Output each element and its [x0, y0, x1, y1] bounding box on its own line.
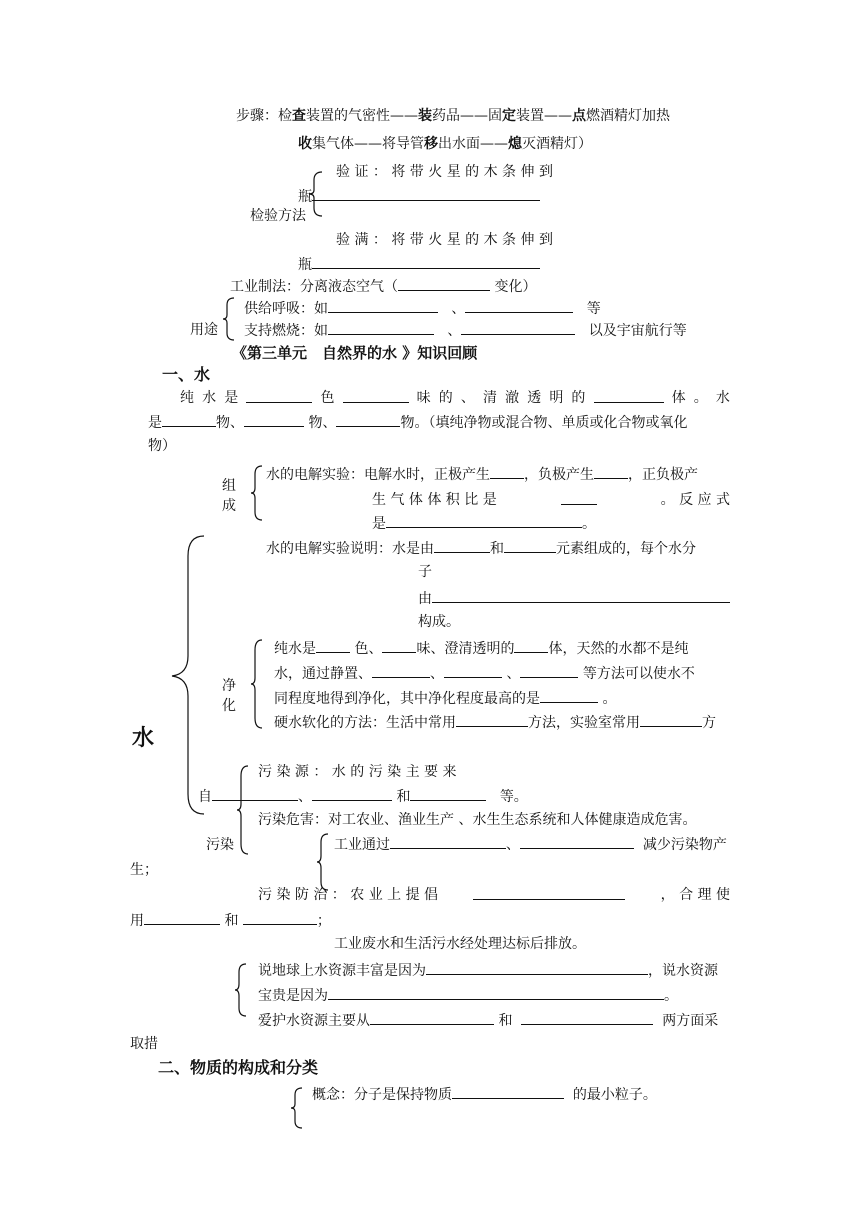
molecule-concept-blank[interactable]: [452, 1084, 564, 1099]
color-blank[interactable]: [246, 388, 312, 403]
composition-label: 组 成: [222, 478, 236, 514]
molecule-blank[interactable]: [432, 588, 730, 603]
class-blank-2[interactable]: [244, 412, 304, 427]
industry-blank[interactable]: [398, 276, 490, 291]
use-blank-1[interactable]: [144, 910, 220, 925]
section1-title: 一、水: [162, 365, 211, 384]
use-burn-line: 支持燃烧：如 、 以及宇宙航行等: [244, 320, 687, 341]
source-blank-1[interactable]: [212, 786, 298, 801]
resources-line-4: 取措: [130, 1036, 158, 1052]
precious-reason-blank[interactable]: [328, 985, 664, 1000]
full-blank[interactable]: [312, 254, 540, 269]
water-big-label: 水: [132, 726, 155, 751]
electrolysis-desc-line-4: 构成。: [418, 614, 460, 630]
molecule-concept-line: 概念：分子是保持物质 的最小粒子。: [312, 1084, 657, 1105]
pur-smell-blank[interactable]: [382, 638, 416, 653]
composition-brace: [250, 464, 264, 522]
prevention-brace: [316, 832, 330, 892]
soften-life-blank[interactable]: [456, 712, 528, 727]
source-blank-2[interactable]: [312, 786, 392, 801]
pur-color-blank[interactable]: [316, 638, 350, 653]
steps-line-1: 步骤：检查装置的气密性——装药品——固定装置——点燃酒精灯加热: [236, 108, 670, 124]
purify-line-4: 硬水软化的方法：生活中常用 方法，实验室常用 方: [274, 712, 716, 733]
cathode-gas-blank[interactable]: [594, 464, 628, 479]
resources-line-1: 说地球上水资源丰富是因为 ，说水资源: [258, 960, 718, 981]
use-burn-blank-1[interactable]: [328, 320, 434, 335]
pollution-source-line: 污 染 源 ： 水 的 污 染 主 要 来: [258, 764, 457, 780]
agri-prev-blank[interactable]: [473, 885, 625, 900]
method-blank-2[interactable]: [444, 663, 502, 678]
full-line: 验 满 ： 将 带 火 星 的 木 条 伸 到: [336, 232, 553, 248]
use-brace: [222, 296, 236, 342]
resources-line-2: 宝贵是因为 。: [258, 985, 678, 1006]
soften-lab-blank[interactable]: [640, 712, 702, 727]
industry-prev-blank-1[interactable]: [390, 834, 506, 849]
pollution-harm-line: 污染危害：对工农业、渔业生产 、水生生态系统和人体健康造成危害。: [258, 812, 697, 828]
molecule-brace: [290, 1086, 304, 1130]
equation-blank[interactable]: [386, 513, 582, 528]
resources-line-3: 爱护水资源主要从 和 两方面采: [258, 1010, 718, 1031]
electrolysis-desc-line-2: 子: [418, 564, 432, 580]
industry-line: 工业制法：分离液态空气（ 变化）: [230, 276, 536, 297]
pollution-brace: [236, 764, 250, 856]
state-blank[interactable]: [594, 388, 664, 403]
purify-label: 净 化: [222, 678, 236, 714]
use-blank-2[interactable]: [243, 910, 317, 925]
best-method-blank[interactable]: [540, 688, 598, 703]
method-blank-1[interactable]: [372, 663, 430, 678]
verify-line: 验 证 ： 将 带 火 星 的 木 条 伸 到: [336, 164, 553, 180]
verify-cont: 瓶: [298, 186, 540, 207]
anode-gas-blank[interactable]: [490, 464, 524, 479]
use-label: 用途: [190, 322, 218, 338]
steps-line-2: 收集气体——将导管移出水面——熄灭酒精灯）: [298, 136, 592, 152]
purify-line-2: 水，通过静置、 、 、 等方法可以使水不: [274, 663, 695, 684]
pure-water-line-1: 纯 水 是 色 味 的 、 清 澈 透 明 的 体 。 水: [180, 390, 730, 406]
electrolysis-desc-line-1: 水的电解实验说明：水是由 和 元素组成的，每个水分: [266, 538, 696, 559]
volume-ratio-blank[interactable]: [561, 490, 597, 505]
use-breath-blank-2[interactable]: [465, 298, 573, 313]
pure-water-line-2: 是 物、 物、 物。（填纯净物或混合物、单质或化合物或氧化: [148, 412, 687, 433]
use-breath-line: 供给呼吸：如 、 等: [244, 298, 601, 319]
use-burn-blank-2[interactable]: [461, 320, 575, 335]
prevention-line-2: 生；: [130, 862, 158, 878]
verify-blank[interactable]: [312, 186, 540, 201]
unit3-title: 《第三单元 自然界的水 》知识回顾: [232, 344, 478, 362]
prevention-line-1: 工业通过 、 减少污染物产: [334, 834, 727, 855]
electrolysis-line-3: 是 。: [372, 513, 596, 534]
element-blank-1[interactable]: [434, 538, 490, 553]
prevention-line-5: 工业废水和生活污水经处理达标后排放。: [334, 936, 586, 952]
method-blank-3[interactable]: [520, 663, 578, 678]
smell-blank[interactable]: [343, 388, 409, 403]
electrolysis-line-1: 水的电解实验：电解水时，正极产生 ，负极产生 ，正负极产: [266, 464, 698, 485]
purify-line-1: 纯水是 色、 味、澄清透明的 体，天然的水都不是纯: [274, 638, 688, 659]
pure-water-line-3: 物）: [148, 438, 176, 454]
water-main-brace: [170, 534, 206, 816]
prevention-line-3: 污 染 防 治 ： 农 业 上 提 倡 ， 合 理 使: [258, 887, 730, 903]
use-breath-blank-1[interactable]: [328, 298, 438, 313]
protect-blank-1[interactable]: [370, 1010, 494, 1025]
industry-prev-blank-2[interactable]: [520, 834, 634, 849]
prevention-line-4: 用 和 ；: [130, 910, 331, 931]
pollution-label: 污染: [206, 837, 234, 853]
test-method-label: 检验方法: [250, 208, 306, 224]
protect-blank-2[interactable]: [521, 1010, 653, 1025]
section2-title: 二、物质的构成和分类: [158, 1058, 319, 1077]
class-blank-1[interactable]: [162, 412, 216, 427]
source-blank-3[interactable]: [410, 786, 486, 801]
electrolysis-line-2: 生 气 体 体 积 比 是 。 反 应 式: [372, 492, 730, 508]
electrolysis-desc-line-3: 由: [418, 588, 730, 609]
purify-brace: [250, 638, 264, 730]
resources-brace: [234, 962, 248, 1018]
full-cont: 瓶: [298, 254, 540, 275]
rich-reason-blank[interactable]: [426, 960, 648, 975]
pur-state-blank[interactable]: [514, 638, 548, 653]
element-blank-2[interactable]: [504, 538, 556, 553]
pollution-source-cont: 自 、 和 等。: [198, 786, 528, 807]
class-blank-3[interactable]: [336, 412, 400, 427]
purify-line-3: 同程度地得到净化，其中净化程度最高的是 。: [274, 688, 616, 709]
